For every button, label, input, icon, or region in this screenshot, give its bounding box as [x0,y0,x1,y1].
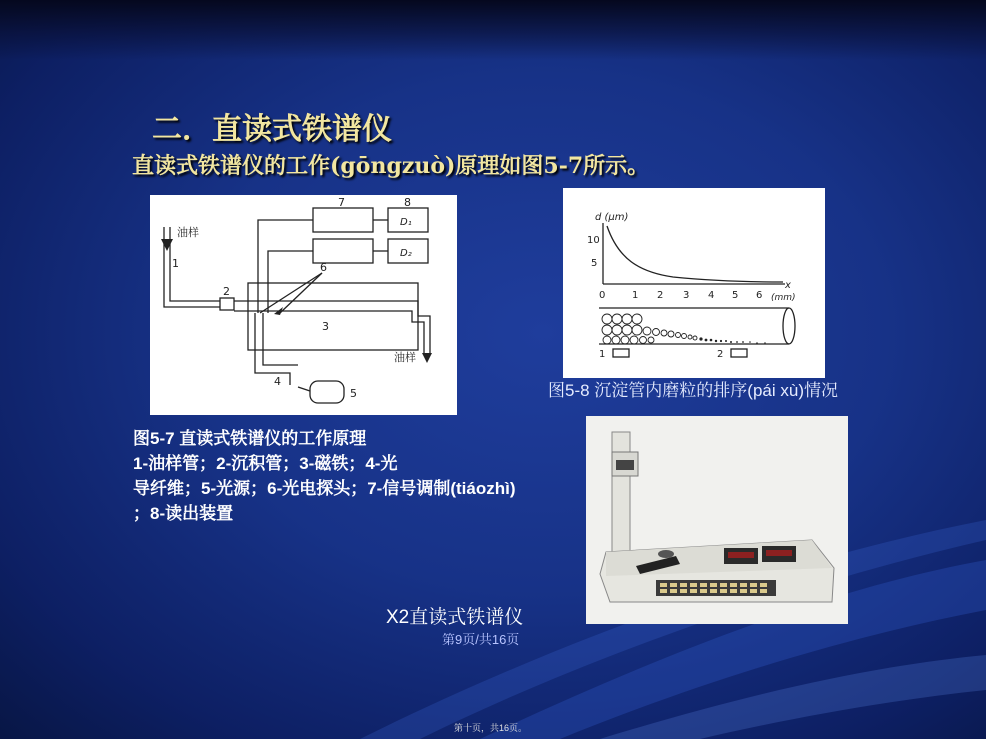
x-tick-5: 5 [732,290,739,301]
page-indicator: 第9页/共16页 [442,632,520,647]
label-2: 2 [223,285,230,298]
x-tick-1: 1 [632,290,639,301]
ferrograph-instrument-image [586,416,848,624]
sample-in-label: 油样 [177,226,199,239]
label-3: 3 [322,320,329,333]
label-6: 6 [320,261,327,274]
figure-5-7-caption-line-2: 导纤维；5-光源；6-光电探头；7-信号调制(tiáozhì) [133,479,516,498]
figure-5-7-caption-title: 图5-7 直读式铁谱仪的工作原理 [133,429,367,448]
sample-out-label: 油样 [394,351,416,364]
instrument-photo [586,416,848,624]
detector-d1-label: D₁ [400,217,412,228]
label-5: 5 [350,387,357,400]
x-tick-2: 2 [657,290,664,301]
detector-d2-label: D₂ [400,248,412,259]
y-tick-5: 5 [591,258,598,269]
x-tick-4: 4 [708,290,715,301]
y-tick-10: 10 [587,235,600,246]
footer-text: 第十页，共16页。 [454,723,528,733]
schematic-diagram [150,195,457,415]
label-7: 7 [338,196,345,209]
y-axis-label: d (μm) [595,212,629,223]
x-tick-0: 0 [599,290,606,301]
x-unit-label: (mm) [771,293,796,303]
slide-title: 二．直读式铁谱仪 [152,112,392,147]
figure-5-7-caption-line-3: ；8-读出装置 [133,504,234,523]
label-1: 1 [172,257,179,270]
figure-5-7-caption-line-1: 1-油样管；2-沉积管；3-磁铁；4-光 [133,454,398,473]
label-4: 4 [274,375,281,388]
figure-5-7-schematic [150,195,457,415]
x-axis-label: x [785,280,791,291]
figure-5-7-caption [133,426,593,526]
x-tick-6: 6 [756,290,763,301]
photo-caption: X2直读式铁谱仪 [386,607,524,628]
label-8: 8 [404,196,411,209]
figure-5-8-particle-distribution [563,188,825,378]
marker-1-label: 1 [599,349,606,360]
slide-subtitle: 直读式铁谱仪的工作(gōngzuò)原理如图5-7所示。 [132,153,650,179]
marker-2-label: 2 [717,349,724,360]
particle-distribution-diagram [563,188,825,378]
figure-5-8-caption: 图5-8 沉淀管内磨粒的排序(pái xù)情况 [548,381,838,400]
x-tick-3: 3 [683,290,690,301]
